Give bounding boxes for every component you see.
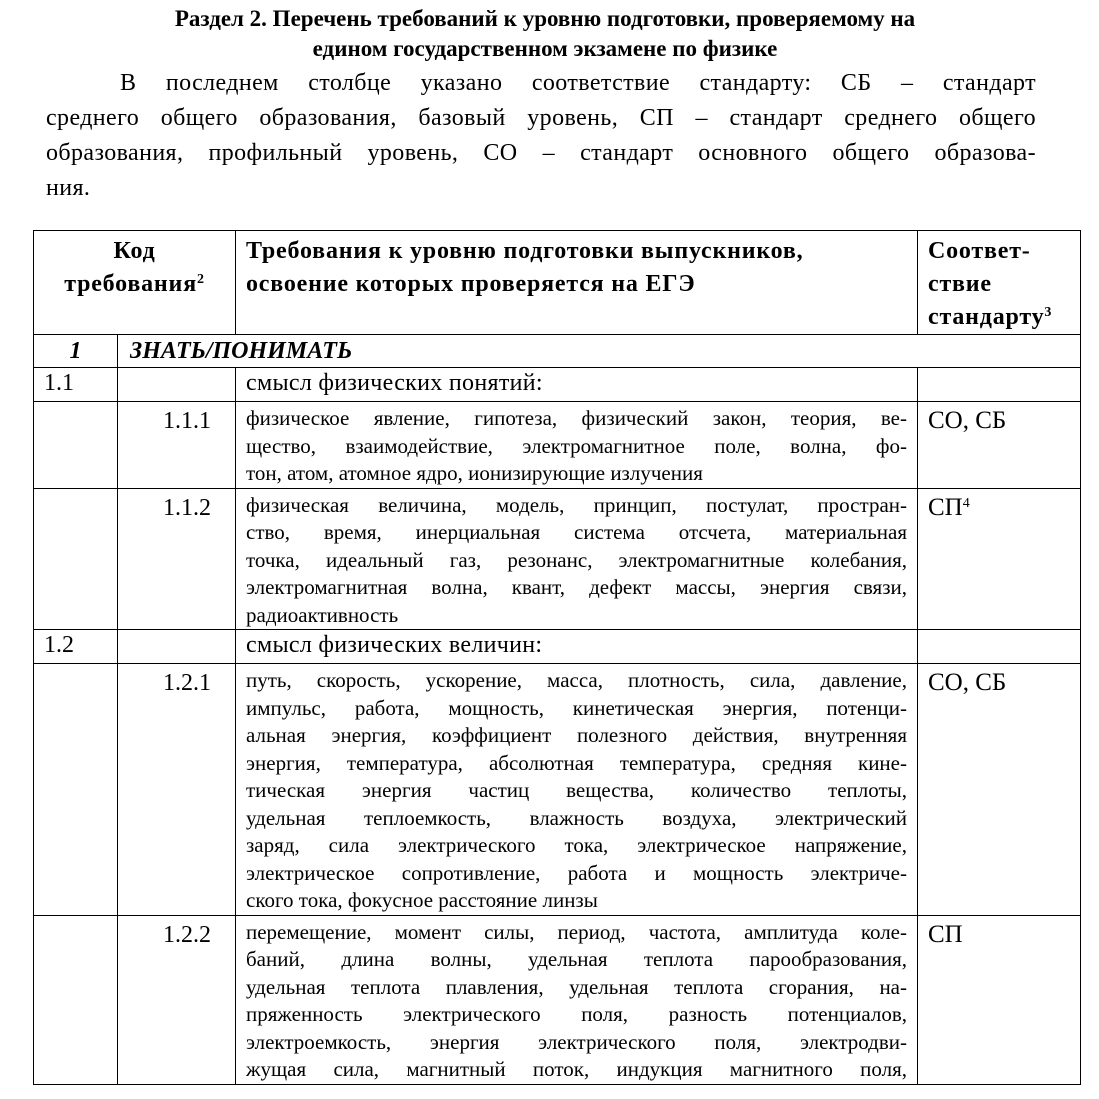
intro-line-2: среднего общего образования, базовый уровень, СП – стандарт среднего общего bbox=[46, 105, 1036, 131]
text-line: тическая энергия частиц вещества, количество теплоты, bbox=[246, 778, 907, 802]
standard-cell bbox=[918, 488, 1081, 630]
text-line: электромагнитная волна, квант, дефект массы, энергия связи, bbox=[246, 575, 907, 599]
table-row bbox=[34, 402, 1081, 489]
standard-cell bbox=[918, 915, 1081, 1084]
text-line: перемещение, момент силы, период, частота, амплитуда коле- bbox=[246, 919, 907, 944]
requirement-code: 1.2.1 bbox=[118, 664, 236, 916]
table-header-row bbox=[34, 231, 1081, 335]
intro-line-1: В последнем столбце указано соответствие стандарту: СБ – стандарт bbox=[120, 70, 1036, 96]
standard-cell bbox=[918, 402, 1081, 489]
header-std-text: стандарту bbox=[928, 304, 1045, 330]
empty-cell bbox=[34, 915, 118, 1084]
header-std-line-1: Соответ- bbox=[928, 238, 1031, 264]
text-line: щество, взаимодействие, электромагнитное поле, волна, фо- bbox=[246, 433, 907, 458]
table-row bbox=[34, 664, 1081, 916]
header-req-line-1: Требования к уровню подготовки выпускников, bbox=[246, 238, 804, 264]
header-code-line-2 bbox=[34, 268, 235, 301]
table-row bbox=[34, 488, 1081, 630]
empty-cell bbox=[918, 368, 1081, 402]
header-requirements-cell bbox=[236, 231, 918, 335]
standard-value: СП bbox=[928, 920, 963, 948]
header-req-line-2: освоение которых проверяется на ЕГЭ bbox=[246, 271, 696, 297]
text-line: альная энергия, коэффициент полезного действия, внутренняя bbox=[246, 723, 907, 747]
text-line: радиоактивность bbox=[246, 602, 399, 627]
text-line: удельная теплоемкость, влажность воздуха, электрический bbox=[246, 805, 907, 830]
text-line: ского тока, фокусное расстояние линзы bbox=[246, 888, 598, 912]
header-standard-cell bbox=[918, 231, 1081, 335]
text-line: баний, длина волны, удельная теплота парообразования, bbox=[246, 947, 907, 971]
requirement-code: 1.1.2 bbox=[118, 488, 236, 630]
text-line: физическое явление, гипотеза, физический закон, теория, ве- bbox=[246, 406, 907, 430]
standard-value: СП bbox=[928, 493, 963, 521]
group-code: 1.1 bbox=[34, 368, 118, 402]
group-row bbox=[34, 368, 1081, 402]
standard-value: СО, СБ bbox=[928, 669, 1007, 696]
footnote-mark: 4 bbox=[962, 495, 970, 511]
intro-line-3: образования, профильный уровень, СО – стандарт основного общего образова- bbox=[46, 140, 1036, 166]
section-title: ЗНАТЬ/ПОНИМАТЬ bbox=[118, 335, 1081, 368]
group-text: смысл физических величин: bbox=[236, 630, 918, 664]
header-std-line-2: ствие bbox=[928, 271, 992, 297]
table-row bbox=[34, 915, 1081, 1084]
text-line: импульс, работа, мощность, кинетическая энергия, потенци- bbox=[246, 695, 907, 720]
requirement-text bbox=[236, 402, 918, 489]
header-std-line-3 bbox=[928, 301, 1076, 334]
text-line: физическая величина, модель, принцип, постулат, простран- bbox=[246, 492, 907, 517]
empty-cell bbox=[34, 664, 118, 916]
requirement-text bbox=[236, 488, 918, 630]
section-heading bbox=[40, 4, 1050, 64]
header-code-text: требования bbox=[64, 271, 197, 297]
footnote-mark: 3 bbox=[1044, 305, 1053, 320]
text-line: точка, идеальный газ, резонанс, электромагнитные колебания, bbox=[246, 547, 907, 572]
requirements-table bbox=[33, 230, 1081, 1085]
intro-line-4: ния. bbox=[46, 175, 91, 201]
text-line: тон, атом, атомное ядро, ионизирующие излучения bbox=[246, 461, 703, 485]
section-number: 1 bbox=[34, 335, 118, 368]
text-line: заряд, сила электрического тока, электрическое напряжение, bbox=[246, 833, 907, 857]
heading-line-1: Раздел 2. Перечень требований к уровню подготовки, проверяемому на bbox=[174, 6, 916, 31]
text-line: удельная теплота плавления, удельная теплота сгорания, на- bbox=[246, 974, 907, 999]
text-line: электрическое сопротивление, работа и мощность электриче- bbox=[246, 860, 907, 885]
text-line: электроемкость, энергия электрического поля, электродви- bbox=[246, 1029, 907, 1054]
group-text: смысл физических понятий: bbox=[236, 368, 918, 402]
empty-cell bbox=[34, 488, 118, 630]
section-row bbox=[34, 335, 1081, 368]
requirement-code: 1.2.2 bbox=[118, 915, 236, 1084]
heading-line-2: едином государственном экзамене по физике bbox=[312, 36, 778, 61]
empty-cell bbox=[118, 630, 236, 664]
requirement-code: 1.1.1 bbox=[118, 402, 236, 489]
text-line: пряженность электрического поля, разность потенциалов, bbox=[246, 1002, 907, 1026]
group-code: 1.2 bbox=[34, 630, 118, 664]
text-line: энергия, температура, абсолютная температура, средняя кине- bbox=[246, 750, 907, 775]
footnote-mark: 2 bbox=[196, 272, 205, 287]
text-line: путь, скорость, ускорение, масса, плотность, сила, давление, bbox=[246, 668, 907, 692]
requirement-text bbox=[236, 664, 918, 916]
header-code-cell bbox=[34, 231, 236, 335]
standard-cell bbox=[918, 664, 1081, 916]
group-row bbox=[34, 630, 1081, 664]
header-code-line-1: Код bbox=[113, 238, 156, 264]
empty-cell bbox=[118, 368, 236, 402]
text-line: ство, время, инерциальная система отсчета, материальная bbox=[246, 520, 907, 544]
empty-cell bbox=[918, 630, 1081, 664]
text-line: жущая сила, магнитный поток, индукция магнитного поля, bbox=[246, 1057, 907, 1081]
standard-value: СО, СБ bbox=[928, 407, 1007, 434]
requirement-text bbox=[236, 915, 918, 1084]
intro-paragraph bbox=[46, 66, 1036, 206]
empty-cell bbox=[34, 402, 118, 489]
